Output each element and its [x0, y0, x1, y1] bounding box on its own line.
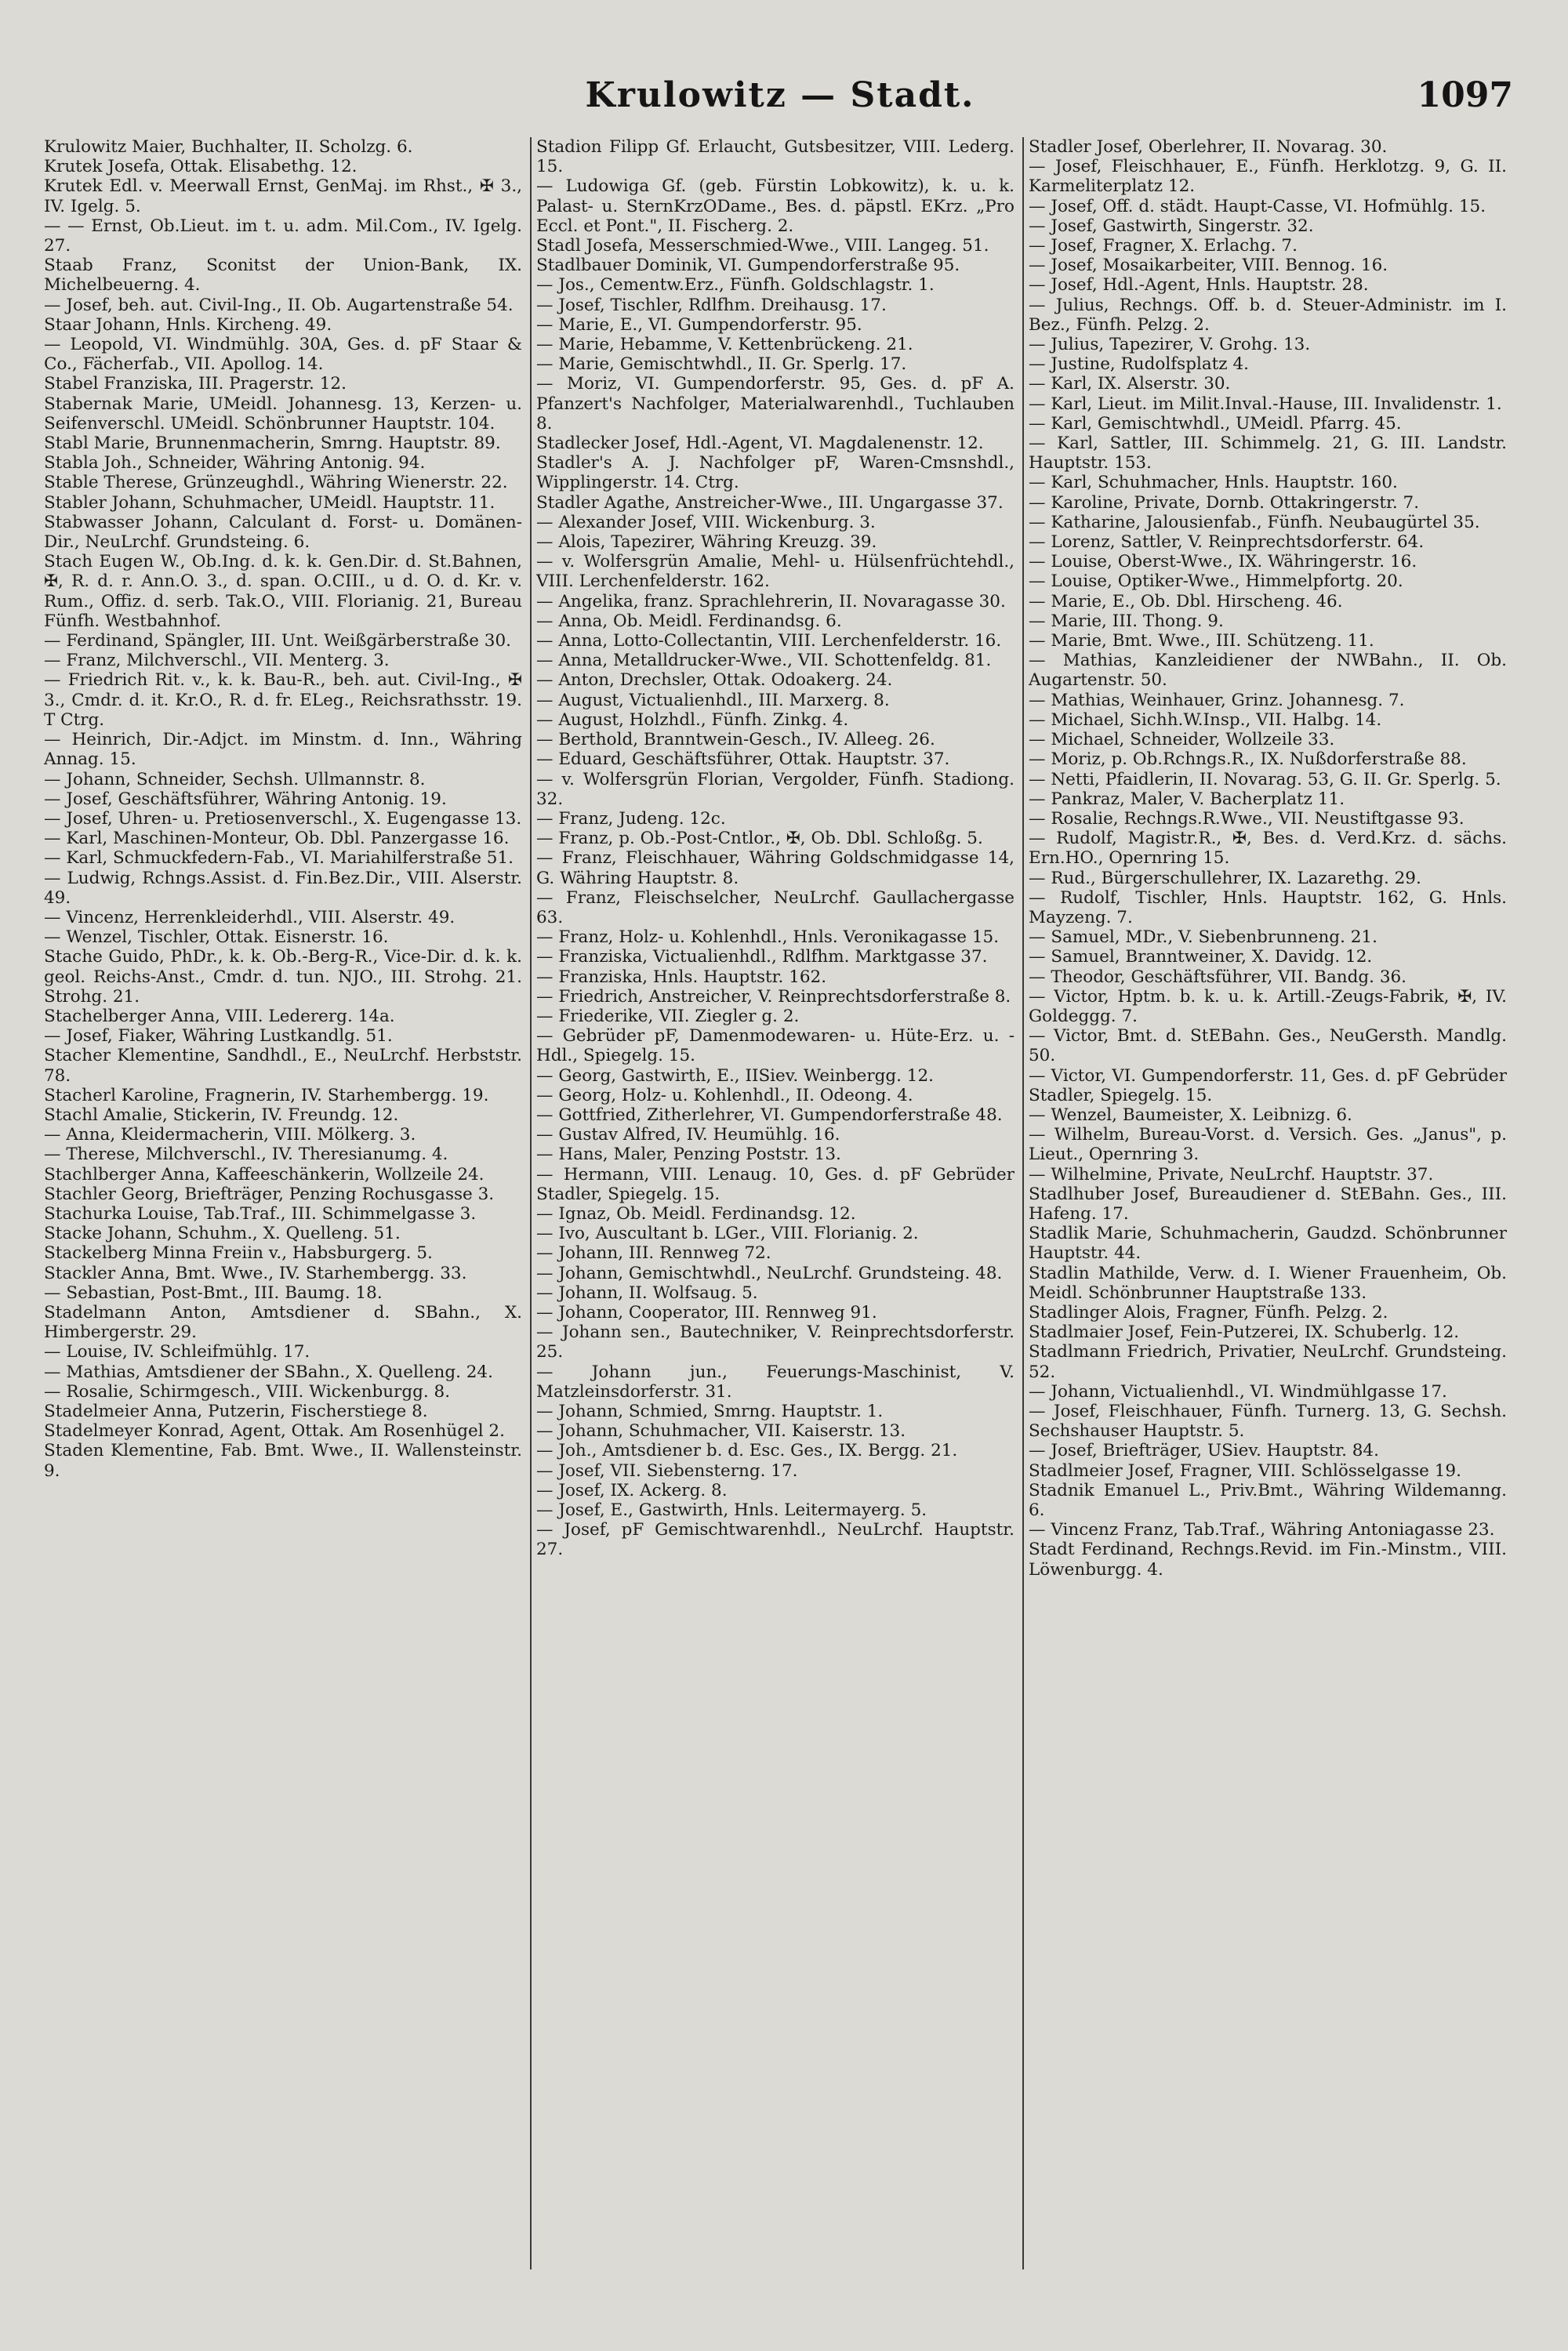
directory-entry: — Angelika, franz. Sprachlehrerin, II. Novaragasse 30.	[536, 591, 1006, 611]
directory-entry: — Michael, Schneider, Wollzeile 33.	[1029, 730, 1335, 750]
directory-entry: — Josef, Off. d. städt. Haupt-Casse, VI. Hofmühlg. 15.	[1029, 196, 1486, 216]
directory-entry: Stach Eugen W., Ob.Ing. d. k. k. Gen.Dir. d. St.Bahnen, ✠, R. d. r. Ann.O. 3., d. span. O.CIII., u d. O. d. Kr. v. Rum., Offiz. d. serb. Tak.O., VIII. Florianig. 21, Bureau Fünfh. Westbahnhof.	[44, 552, 522, 631]
directory-entry: — Friedrich, Anstreicher, V. Reinprechtsdorferstraße 8.	[536, 986, 1011, 1007]
directory-entry: — Georg, Gastwirth, E., IISiev. Weinbergg. 12.	[536, 1065, 934, 1086]
directory-entry: — Gustav Alfred, IV. Heumühlg. 16.	[536, 1125, 840, 1145]
directory-entry: — Franziska, Victualienhdl., Rdlfhm. Marktgasse 37.	[536, 947, 988, 967]
directory-entry: — Johann, Gemischtwhdl., NeuLrchf. Grundsteing. 48.	[536, 1263, 1003, 1283]
directory-entry: — Theodor, Geschäftsführer, VII. Bandg. 36.	[1029, 967, 1407, 987]
directory-entry: Stadlik Marie, Schuhmacherin, Gaudzd. Schönbrunner Hauptstr. 44.	[1029, 1224, 1507, 1264]
directory-entry: — Josef, E., Gastwirth, Hnls. Leitermayerg. 5.	[536, 1500, 927, 1521]
directory-entry: Stache Guido, PhDr., k. k. Ob.-Berg-R., Vice-Dir. d. k. k. geol. Reichs-Anst., Cmdr. d. tun. NJO., III. Strohg. 21. Strohg. 21.	[44, 947, 522, 1007]
directory-entry: — Anna, Lotto-Collectantin, VIII. Lerchenfelderstr. 16.	[536, 631, 1002, 651]
directory-entry: — Alois, Tapezirer, Währing Kreuzg. 39.	[536, 532, 877, 553]
directory-entry: Stadlmaier Josef, Fein-Putzerei, IX. Schuberlg. 12.	[1029, 1322, 1460, 1343]
directory-entry: — Karl, Schuhmacher, Hnls. Hauptstr. 160.	[1029, 473, 1398, 493]
directory-entry: — Karl, Sattler, III. Schimmelg. 21, G. III. Landstr. Hauptstr. 153.	[1029, 434, 1507, 473]
directory-entry: — Ludowiga Gf. (geb. Fürstin Lobkowitz), k. u. k. Palast- u. SternKrzODame., Bes. d. päpstl. EKrz. „Pro Eccl. et Pont.", II. Fischerg. 2.	[536, 176, 1014, 236]
directory-entry: Stacher Klementine, Sandhdl., E., NeuLrchf. Herbststr. 78.	[44, 1046, 522, 1086]
directory-entry: — Josef, beh. aut. Civil-Ing., II. Ob. Augartenstraße 54.	[44, 295, 514, 315]
directory-entry: — Hermann, VIII. Lenaug. 10, Ges. d. pF Gebrüder Stadler, Spiegelg. 15.	[536, 1164, 1014, 1204]
directory-entry: Stadlhuber Josef, Bureaudiener d. StEBahn. Ges., III. Hafeng. 17.	[1029, 1184, 1507, 1224]
directory-entry: — Justine, Rudolfsplatz 4.	[1029, 354, 1249, 375]
directory-entry: — Sebastian, Post-Bmt., III. Baumg. 18.	[44, 1283, 383, 1303]
directory-entry: — Berthold, Branntwein-Gesch., IV. Alleeg. 26.	[536, 730, 935, 750]
directory-entry: — August, Victualienhdl., III. Marxerg. 8.	[536, 690, 890, 710]
directory-entry: Stackelberg Minna Freiin v., Habsburgerg. 5.	[44, 1243, 433, 1264]
directory-entry: — Franz, Fleischselcher, NeuLrchf. Gaullachergasse 63.	[536, 887, 1014, 927]
page-number: 1097	[1417, 75, 1513, 115]
directory-entry: — Josef, Fleischhauer, E., Fünfh. Herklotzg. 9, G. II. Karmeliterplatz 12.	[1029, 157, 1507, 197]
directory-entry: Stachelberger Anna, VIII. Ledererg. 14a.	[44, 1006, 395, 1026]
directory-entry: Stadler's A. J. Nachfolger pF, Waren-Cmsnshdl., Wipplingerstr. 14. Ctrg.	[536, 453, 1014, 493]
directory-entry: — Johann, Schmied, Smrng. Hauptstr. 1.	[536, 1402, 884, 1421]
directory-entry: Staden Klementine, Fab. Bmt. Wwe., II. Wallensteinstr. 9.	[44, 1441, 522, 1481]
directory-entry: — Franz, p. Ob.-Post-Cntlor., ✠, Ob. Dbl. Schloßg. 5.	[536, 829, 983, 849]
directory-entry: — Josef, Geschäftsführer, Währing Antonig. 19.	[44, 789, 447, 809]
directory-entry: — Victor, VI. Gumpendorferstr. 11, Ges. d. pF Gebrüder Stadler, Spiegelg. 15.	[1029, 1065, 1507, 1105]
directory-entry: — Franz, Holz- u. Kohlenhdl., Hnls. Veronikagasse 15.	[536, 927, 1000, 948]
directory-entry: — Josef, Hdl.-Agent, Hnls. Hauptstr. 28.	[1029, 275, 1369, 296]
directory-entry: — Marie, III. Thong. 9.	[1029, 611, 1224, 631]
directory-entry: — Josef, IX. Ackerg. 8.	[536, 1480, 728, 1500]
directory-entry: — Wenzel, Tischler, Ottak. Eisnerstr. 16.	[44, 927, 389, 948]
directory-entry: — Ignaz, Ob. Meidl. Ferdinandsg. 12.	[536, 1203, 856, 1224]
column-1	[44, 137, 522, 2269]
directory-entry: — Johann, Victualienhdl., VI. Windmühlgasse 17.	[1029, 1381, 1447, 1402]
directory-entry: — Katharine, Jalousienfab., Fünfh. Neubaugürtel 35.	[1029, 512, 1480, 532]
directory-entry: — Marie, Bmt. Wwe., III. Schützeng. 11.	[1029, 631, 1374, 651]
directory-entry: — Vincenz Franz, Tab.Traf., Währing Antoniagasse 23.	[1029, 1520, 1495, 1540]
directory-entry: — Julius, Tapezirer, V. Grohg. 13.	[1029, 335, 1311, 355]
directory-entry: — Johann, Schneider, Sechsh. Ullmannstr. 8.	[44, 769, 426, 789]
directory-entry: — Michael, Sichh.W.Insp., VII. Halbg. 14.	[1029, 709, 1382, 730]
directory-entry: — Karl, IX. Alserstr. 30.	[1029, 374, 1231, 394]
directory-entry: — Anna, Ob. Meidl. Ferdinandsg. 6.	[536, 611, 842, 631]
directory-entry: — Victor, Hptm. b. k. u. k. Artill.-Zeugs-Fabrik, ✠, IV. Goldeggg. 7.	[1029, 986, 1507, 1026]
directory-entry: Stadl Josefa, Messerschmied-Wwe., VIII. Langeg. 51.	[536, 236, 989, 256]
directory-entry: — Josef, pF Gemischtwarenhdl., NeuLrchf. Hauptstr. 27.	[536, 1520, 1014, 1560]
directory-entry: Stadelmeier Anna, Putzerin, Fischerstiege 8.	[44, 1402, 428, 1421]
directory-entry: — Josef, Fiaker, Währing Lustkandlg. 51.	[44, 1026, 393, 1047]
directory-entry: — Rud., Bürgerschullehrer, IX. Lazarethg. 29.	[1029, 868, 1421, 888]
directory-entry: — Johann, Cooperator, III. Rennweg 91.	[536, 1302, 877, 1322]
directory-entry: Krutek Edl. v. Meerwall Ernst, GenMaj. im Rhst., ✠ 3., IV. Igelg. 5.	[44, 176, 522, 216]
directory-entry: — Wenzel, Baumeister, X. Leibnizg. 6.	[1029, 1105, 1352, 1125]
directory-entry: Stadlbauer Dominik, VI. Gumpendorferstraße 95.	[536, 256, 960, 276]
directory-entry: — Karl, Lieut. im Milit.Inval.-Hause, III. Invalidenstr. 1.	[1029, 394, 1502, 414]
directory-entry: — Moriz, p. Ob.Rchngs.R., IX. Nußdorferstraße 88.	[1029, 749, 1467, 770]
directory-entry: — Louise, Optiker-Wwe., Himmelpfortg. 20.	[1029, 571, 1403, 592]
directory-entry: — Heinrich, Dir.-Adjct. im Minstm. d. Inn., Währing Annag. 15.	[44, 730, 522, 770]
directory-entry: — Johann, II. Wolfsaug. 5.	[536, 1283, 758, 1303]
directory-entry: — Julius, Rechngs. Off. b. d. Steuer-Administr. im I. Bez., Fünfh. Pelzg. 2.	[1029, 295, 1507, 335]
directory-entry: — Therese, Milchverschl., IV. Theresianumg. 4.	[44, 1145, 448, 1165]
directory-entry: — Georg, Holz- u. Kohlenhdl., II. Odeong. 4.	[536, 1085, 913, 1105]
directory-columns	[44, 137, 1508, 2269]
directory-entry: Krulowitz Maier, Buchhalter, II. Scholzg. 6.	[44, 137, 413, 157]
directory-entry: Stachl Amalie, Stickerin, IV. Freundg. 12.	[44, 1105, 399, 1125]
directory-entry: — Anton, Drechsler, Ottak. Odoakerg. 24.	[536, 670, 893, 691]
directory-entry: — Josef, Uhren- u. Pretiosenverschl., X. Eugengasse 13.	[44, 808, 522, 829]
directory-entry: — Lorenz, Sattler, V. Reinprechtsdorferstr. 64.	[1029, 532, 1425, 553]
directory-entry: — Josef, Briefträger, USiev. Hauptstr. 84.	[1029, 1441, 1379, 1461]
page-header	[47, 75, 1513, 122]
directory-entry: Krutek Josefa, Ottak. Elisabethg. 12.	[44, 157, 358, 177]
directory-entry: Stadion Filipp Gf. Erlaucht, Gutsbesitzer, VIII. Lederg. 15.	[536, 137, 1014, 177]
directory-entry: — Ivo, Auscultant b. LGer., VIII. Florianig. 2.	[536, 1224, 919, 1244]
directory-entry: — Vincenz, Herrenkleiderhdl., VIII. Alserstr. 49.	[44, 907, 456, 927]
directory-entry: — Mathias, Weinhauer, Grinz. Johannesg. 7.	[1029, 690, 1405, 710]
directory-entry: Stadler Josef, Oberlehrer, II. Novarag. 30.	[1029, 137, 1388, 157]
directory-entry: — Wilhelmine, Private, NeuLrchf. Hauptstr. 37.	[1029, 1164, 1434, 1185]
directory-entry: Stadlmann Friedrich, Privatier, NeuLrchf. Grundsteing. 52.	[1029, 1342, 1507, 1382]
directory-entry: — Gottfried, Zitherlehrer, VI. Gumpendorferstraße 48.	[536, 1105, 1003, 1125]
directory-entry: — August, Holzhdl., Fünfh. Zinkg. 4.	[536, 709, 849, 730]
directory-entry: — Wilhelm, Bureau-Vorst. d. Versich. Ges. „Janus", p. Lieut., Opernring 3.	[1029, 1125, 1507, 1165]
directory-entry: — Ferdinand, Spängler, III. Unt. Weißgärberstraße 30.	[44, 631, 511, 651]
directory-entry: Stadelmann Anton, Amtsdiener d. SBahn., X. Himbergerstr. 29.	[44, 1302, 522, 1343]
directory-entry: — Friedrich Rit. v., k. k. Bau-R., beh. aut. Civil-Ing., ✠ 3., Cmdr. d. it. Kr.O., R. d. fr. ELeg., Reichsrathsstr. 19. T Ctrg.	[44, 670, 522, 730]
directory-entry: — Louise, Oberst-Wwe., IX. Währingerstr. 16.	[1029, 552, 1417, 572]
directory-entry: Stackler Anna, Bmt. Wwe., IV. Starhembergg. 33.	[44, 1263, 467, 1283]
directory-entry: — Karl, Maschinen-Monteur, Ob. Dbl. Panzergasse 16.	[44, 829, 510, 849]
directory-entry: Stadler Agathe, Anstreicher-Wwe., III. Ungargasse 37.	[536, 492, 1004, 513]
directory-entry: — Samuel, Branntweiner, X. Davidg. 12.	[1029, 947, 1373, 967]
directory-entry: — Franziska, Hnls. Hauptstr. 162.	[536, 967, 827, 987]
directory-entry: — Gebrüder pF, Damenmodewaren- u. Hüte-Erz. u. -Hdl., Spiegelg. 15.	[536, 1026, 1014, 1066]
directory-entry: Stabwasser Johann, Calculant d. Forst- u. Domänen-Dir., NeuLrchf. Grundsteing. 6.	[44, 512, 522, 553]
directory-entry: Stabl Marie, Brunnenmacherin, Smrng. Hauptstr. 89.	[44, 434, 501, 454]
directory-entry: — Marie, Hebamme, V. Kettenbrückeng. 21.	[536, 335, 913, 355]
directory-entry: Stabernak Marie, UMeidl. Johannesg. 13, Kerzen- u. Seifenverschl. UMeidl. Schönbrunner Hauptstr. 104.	[44, 394, 522, 434]
directory-entry: — Franz, Milchverschl., VII. Menterg. 3.	[44, 651, 390, 671]
directory-entry: — Marie, E., Ob. Dbl. Hirscheng. 46.	[1029, 591, 1343, 611]
directory-entry: — Friederike, VII. Ziegler g. 2.	[536, 1006, 800, 1026]
directory-entry: Staab Franz, Sconitst der Union-Bank, IX. Michelbeuerng. 4.	[44, 256, 522, 296]
directory-entry: — Pankraz, Maler, V. Bacherplatz 11.	[1029, 789, 1345, 809]
directory-entry: — Leopold, VI. Windmühlg. 30A, Ges. d. pF Staar & Co., Fächerfab., VII. Apollog. 14.	[44, 335, 522, 375]
directory-entry: — Louise, IV. Schleifmühlg. 17.	[44, 1342, 310, 1362]
directory-entry: Stachlberger Anna, Kaffeeschänkerin, Wollzeile 24.	[44, 1164, 485, 1185]
directory-entry: — Mathias, Kanzleidiener der NWBahn., II. Ob. Augartenstr. 50.	[1029, 651, 1507, 691]
directory-entry: — v. Wolfersgrün Florian, Vergolder, Fünfh. Stadiong. 32.	[536, 769, 1014, 809]
directory-entry: Stadlinger Alois, Fragner, Fünfh. Pelzg. 2.	[1029, 1302, 1388, 1322]
directory-entry: — Josef, VII. Siebensterng. 17.	[536, 1460, 798, 1481]
directory-entry: — Johann sen., Bautechniker, V. Reinprechtsdorferstr. 25.	[536, 1322, 1014, 1362]
column-2	[536, 137, 1014, 2269]
directory-entry: — Josef, Gastwirth, Singerstr. 32.	[1029, 216, 1314, 236]
directory-entry: Stachurka Louise, Tab.Traf., III. Schimmelgasse 3.	[44, 1203, 477, 1224]
directory-entry: — Ludwig, Rchngs.Assist. d. Fin.Bez.Dir., VIII. Alserstr. 49.	[44, 868, 522, 908]
directory-entry: — Karl, Schmuckfedern-Fab., VI. Mariahilferstraße 51.	[44, 848, 514, 869]
directory-entry: — Victor, Bmt. d. StEBahn. Ges., NeuGersth. Mandlg. 50.	[1029, 1026, 1507, 1066]
directory-entry: — v. Wolfersgrün Amalie, Mehl- u. Hülsenfrüchtehdl., VIII. Lerchenfelderstr. 162.	[536, 552, 1014, 592]
directory-entry: — Alexander Josef, VIII. Wickenburg. 3.	[536, 512, 876, 532]
running-head: Krulowitz — Stadt.	[585, 75, 975, 115]
directory-entry: — Josef, Mosaikarbeiter, VIII. Bennog. 16.	[1029, 256, 1388, 276]
directory-entry: — Johann, Schuhmacher, VII. Kaiserstr. 13.	[536, 1421, 906, 1442]
directory-entry: — Samuel, MDr., V. Siebenbrunneng. 21.	[1029, 927, 1377, 948]
directory-entry: Stable Therese, Grünzeughdl., Währing Wienerstr. 22.	[44, 473, 508, 493]
directory-entry: — Johann, III. Rennweg 72.	[536, 1243, 771, 1264]
directory-entry: — Mathias, Amtsdiener der SBahn., X. Quelleng. 24.	[44, 1362, 493, 1382]
directory-entry: — Rudolf, Tischler, Hnls. Hauptstr. 162, G. Hnls. Mayzeng. 7.	[1029, 887, 1507, 927]
directory-entry: — Eduard, Geschäftsführer, Ottak. Hauptstr. 37.	[536, 749, 950, 770]
directory-entry: Staar Johann, Hnls. Kircheng. 49.	[44, 314, 332, 335]
column-3	[1029, 137, 1507, 2269]
directory-entry: Stacherl Karoline, Fragnerin, IV. Starhembergg. 19.	[44, 1085, 489, 1105]
directory-entry: — Joh., Amtsdiener b. d. Esc. Ges., IX. Bergg. 21.	[536, 1441, 958, 1461]
directory-entry: — Josef, Fleischhauer, Fünfh. Turnerg. 13, G. Sechsh. Sechshauser Hauptstr. 5.	[1029, 1402, 1507, 1442]
directory-entry: Stadlecker Josef, Hdl.-Agent, VI. Magdalenenstr. 12.	[536, 434, 984, 454]
directory-entry: Stabler Johann, Schuhmacher, UMeidl. Hauptstr. 11.	[44, 492, 495, 513]
directory-entry: Stachler Georg, Briefträger, Penzing Rochusgasse 3.	[44, 1184, 495, 1204]
directory-entry: — Johann jun., Feuerungs-Maschinist, V. Matzleinsdorferstr. 31.	[536, 1362, 1014, 1402]
directory-entry: Stabla Joh., Schneider, Währing Antonig. 94.	[44, 453, 426, 473]
directory-entry: — Marie, Gemischtwhdl., II. Gr. Sperlg. 17.	[536, 354, 907, 375]
directory-entry: — Moriz, VI. Gumpendorferstr. 95, Ges. d. pF A. Pfanzert's Nachfolger, Materialwarenhdl., Tuchlauben 8.	[536, 374, 1014, 434]
directory-entry: — Marie, E., VI. Gumpendorferstr. 95.	[536, 314, 862, 335]
directory-entry: — Karl, Gemischtwhdl., UMeidl. Pfarrg. 45.	[1029, 413, 1402, 434]
directory-entry: — Josef, Tischler, Rdlfhm. Dreihausg. 17.	[536, 295, 887, 315]
directory-entry: Stadlin Mathilde, Verw. d. I. Wiener Frauenheim, Ob. Meidl. Schönbrunner Hauptstraße 133.	[1029, 1263, 1507, 1303]
directory-entry: — Anna, Kleidermacherin, VIII. Mölkerg. 3.	[44, 1125, 416, 1145]
directory-entry: — — Ernst, Ob.Lieut. im t. u. adm. Mil.Com., IV. Igelg. 27.	[44, 216, 522, 256]
directory-entry: — Anna, Metalldrucker-Wwe., VII. Schottenfeldg. 81.	[536, 651, 992, 671]
directory-entry: — Franz, Judeng. 12c.	[536, 808, 726, 829]
directory-entry: — Rosalie, Schirmgesch., VIII. Wickenburgg. 8.	[44, 1381, 451, 1402]
directory-entry: — Netti, Pfaidlerin, II. Novarag. 53, G. II. Gr. Sperlg. 5.	[1029, 769, 1501, 789]
directory-entry: Stabel Franziska, III. Pragerstr. 12.	[44, 374, 347, 394]
directory-entry: Stadelmeyer Konrad, Agent, Ottak. Am Rosenhügel 2.	[44, 1421, 505, 1442]
directory-entry: Stadlmeier Josef, Fragner, VIII. Schlösselgasse 19.	[1029, 1460, 1461, 1481]
directory-entry: Stacke Johann, Schuhm., X. Quelleng. 51.	[44, 1224, 401, 1244]
directory-entry: Stadnik Emanuel L., Priv.Bmt., Währing Wildemanng. 6.	[1029, 1480, 1507, 1521]
directory-entry: — Rosalie, Rechngs.R.Wwe., VII. Neustiftgasse 93.	[1029, 808, 1465, 829]
directory-entry: — Hans, Maler, Penzing Poststr. 13.	[536, 1145, 841, 1165]
directory-entry: — Karoline, Private, Dornb. Ottakringerstr. 7.	[1029, 492, 1420, 513]
directory-entry: — Franz, Fleischhauer, Währing Goldschmidgasse 14, G. Währing Hauptstr. 8.	[536, 848, 1014, 888]
directory-entry: — Josef, Fragner, X. Erlachg. 7.	[1029, 236, 1298, 256]
directory-entry: — Jos., Cementw.Erz., Fünfh. Goldschlagstr. 1.	[536, 275, 935, 296]
directory-entry: Stadt Ferdinand, Rechngs.Revid. im Fin.-Minstm., VIII. Löwenburgg. 4.	[1029, 1540, 1507, 1580]
directory-entry: — Rudolf, Magistr.R., ✠, Bes. d. Verd.Krz. d. sächs. Ern.HO., Opernring 15.	[1029, 829, 1507, 869]
